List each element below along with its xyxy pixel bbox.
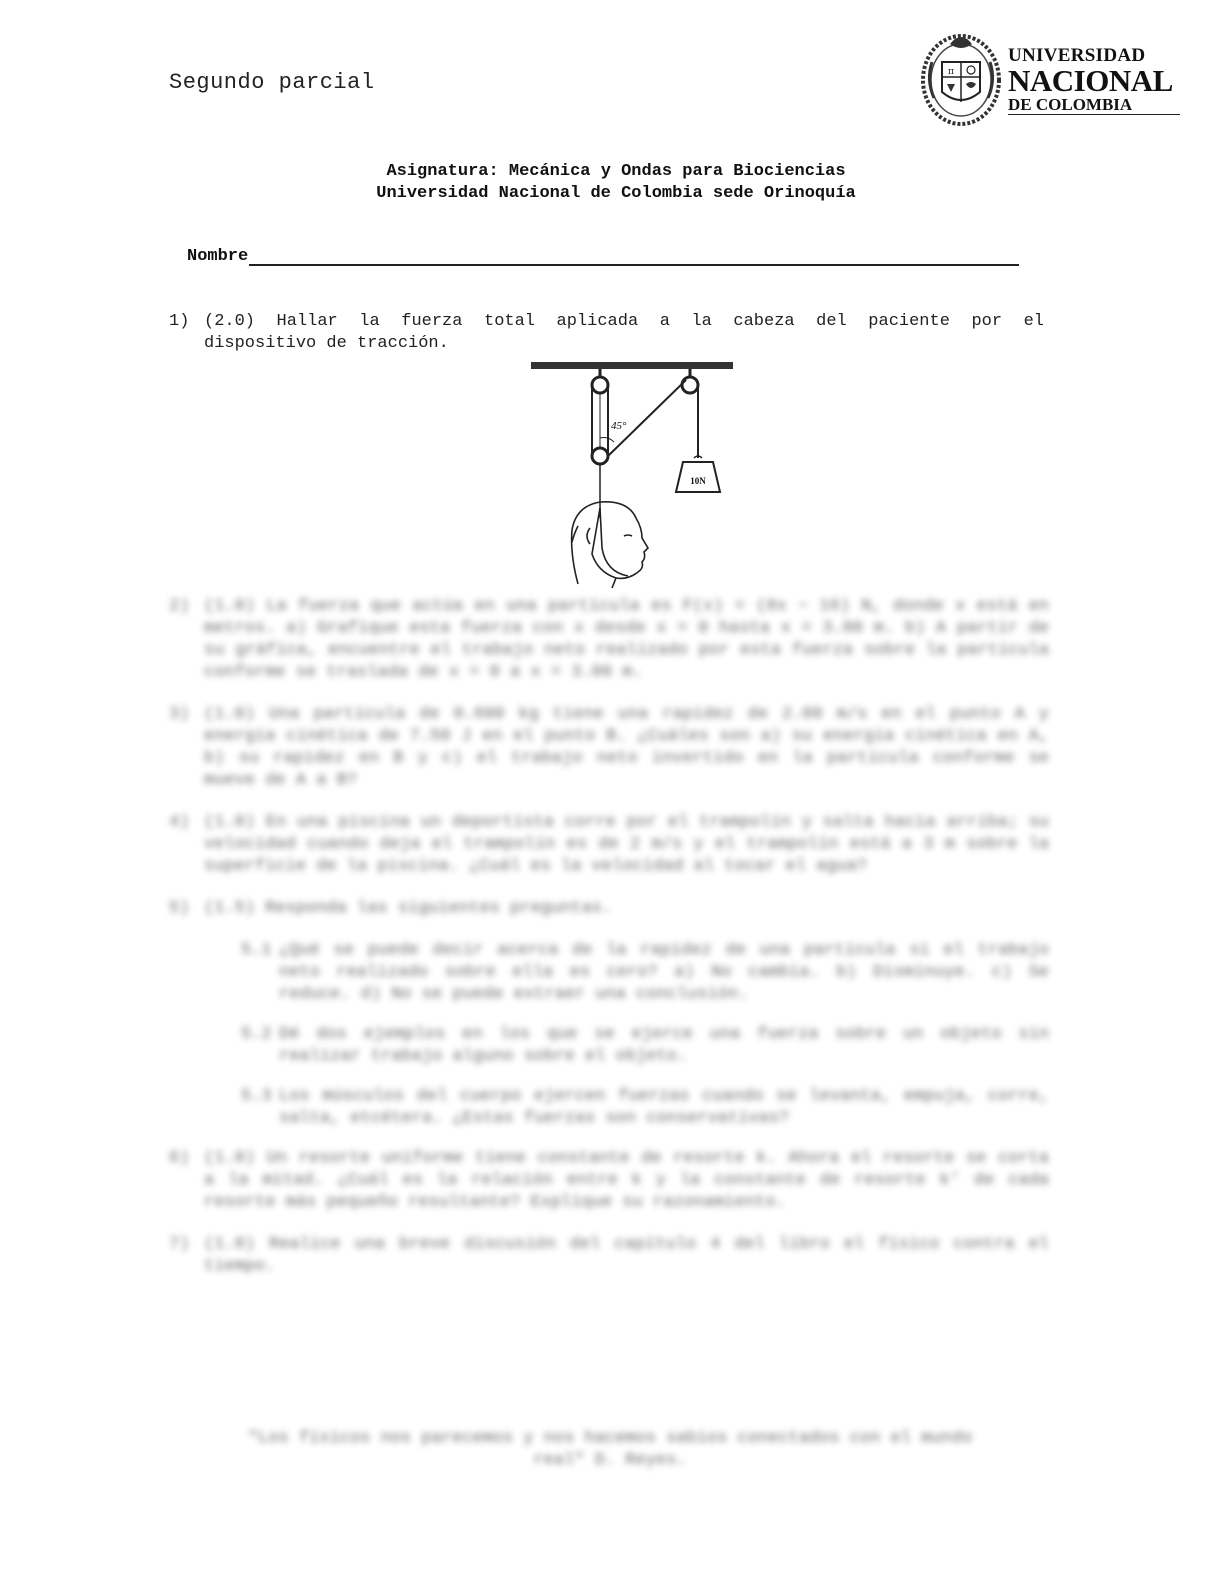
ceiling-bar xyxy=(531,362,733,369)
blurred-question: 3) (1.0) Una partícula de 0.600 kg tiene una rapidez de 2.00 m/s en el punto A y energía cinética de 7.50 J en el punto B. ¿Cuáles son a) su energía cinética en A, b) su rapidez en B y c) el trabajo neto invertido en la partícula conforme se mueve de A a B? xyxy=(169,705,1049,790)
blurred-question: 7) (1.0) Realice una breve discusión del capítulo 4 del libro el físico contra el tiempo. xyxy=(169,1235,1049,1276)
blurred-subquestion: 5.1 ¿Qué se puede decir acerca de la rapidez de una partícula si el trabajo neto realizado sobre ella es cero? a) No cambia. b) Disminuye. c) Se reduce. d) No se puede extraer una conclusión. xyxy=(241,941,1049,1004)
patient-head xyxy=(572,502,648,588)
course-institution: Universidad Nacional de Colombia sede Orinoquía xyxy=(376,184,856,203)
course-subject: Asignatura: Mecánica y Ondas para Biociencias xyxy=(386,162,846,181)
weight-label: 10N xyxy=(690,476,706,486)
blurred-subquestion: 5.2 Dé dos ejemplos en los que se ejerce una fuerza sobre un objeto sin realizar trabajo alguno sobre el objeto. xyxy=(241,1025,1049,1066)
name-field xyxy=(187,246,1019,266)
blurred-question: 2) (1.0) La fuerza que actúa en una partícula es F(x) = (8x − 16) N, donde x está en metros. a) Grafique esta fuerza con x desde x = 0 hasta x = 3.00 m. b) A partir de su gráfica, encuentre el trabajo neto realizado por esta fuerza sobre la partícula conforme se traslada de x = 0 a x = 3.00 m. xyxy=(169,597,1049,682)
blurred-question: 6) (1.0) Un resorte uniforme tiene constante de resorte k. Ahora el resorte se corta a la mitad. ¿Cuál es la relación entre k y la constante de resorte k' de cada resorte más pequeño resultante? Explique su razonamiento. xyxy=(169,1149,1049,1212)
name-label: Nombre xyxy=(187,247,249,266)
svg-text:π: π xyxy=(948,67,954,77)
university-name xyxy=(1008,46,1180,115)
blurred-questions-section xyxy=(169,596,1049,1298)
university-name-line2: NACIONAL xyxy=(1008,63,1173,98)
traction-device-figure xyxy=(520,358,740,593)
blurred-question: 4) (1.0) En una piscina un deportista corre por el trampolín y salta hacia arriba; su velocidad cuando deja el trampolín es de 2 m/s y el trampolín está a 3 m sobre la superficie de la piscina. ¿Cuál es la velocidad al tocar el agua? xyxy=(169,813,1049,876)
footer-quote: "Los físicos nos parecemos y nos hacemos sabios conectados con el mundo real" D. Reyes. xyxy=(247,1429,973,1470)
blurred-subquestion: 5.3 Los músculos del cuerpo ejercen fuerzas cuando se levanta, empuja, corre, salta, etcétera. ¿Estas fuerzas son conservativas? xyxy=(241,1087,1049,1128)
question-text-line1: (2.0) Hallar la fuerza total aplicada a la cabeza del paciente por el xyxy=(204,312,1044,331)
course-header xyxy=(0,161,1224,205)
question-text-line2: dispositivo de tracción. xyxy=(204,334,449,353)
angle-label: 45° xyxy=(611,420,627,432)
university-name-line1: UNIVERSIDAD xyxy=(1008,45,1146,66)
pulley-lower xyxy=(592,448,608,464)
name-blank-line[interactable] xyxy=(249,246,1019,266)
pulley-top-left xyxy=(592,377,608,393)
question-1 xyxy=(169,311,1044,355)
exam-title: Segundo parcial xyxy=(169,70,375,95)
question-number: 1) xyxy=(169,312,190,331)
blurred-question: 5) (1.5) Responda las siguientes preguntas. xyxy=(169,899,613,918)
university-name-line3: DE COLOMBIA xyxy=(1008,96,1180,115)
university-seal-icon xyxy=(920,22,1002,130)
university-logo xyxy=(920,22,1182,132)
pulley-top-right xyxy=(682,377,698,393)
